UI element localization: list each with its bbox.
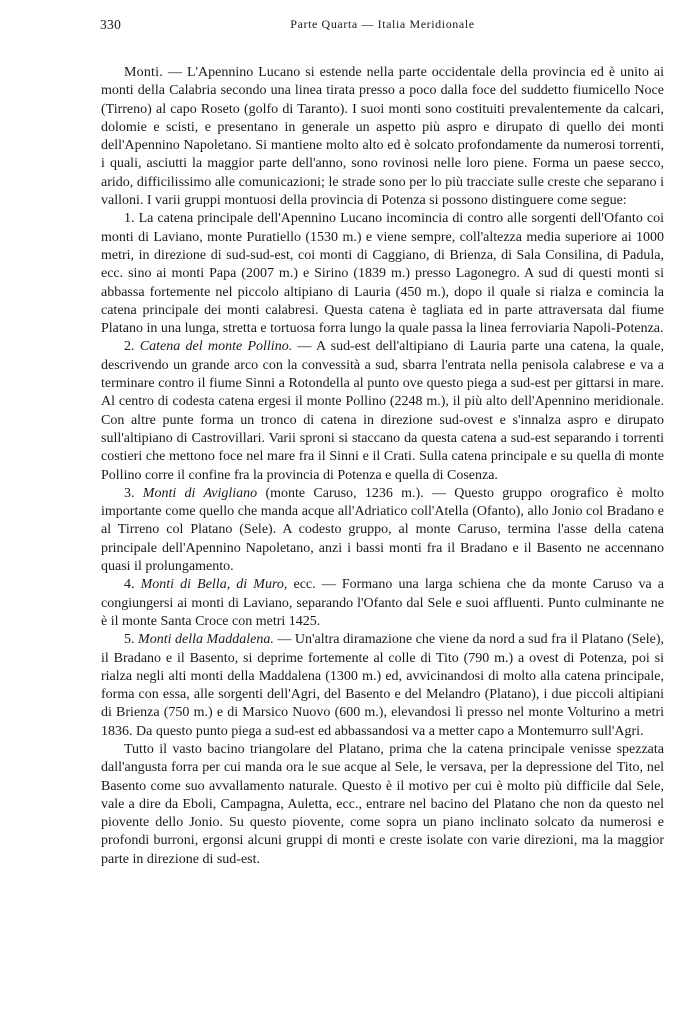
- paragraph-text: — A sud-est dell'altipiano di Lauria parte una catena, la quale, descrivendo un grande arco con la convessità a sud, sbarra l'entrata nella penisola calabrese e va a terminare contro il fiume Sinni a Rotondella al punto ove questo piega a sud-est per gittarsi in mare. Al centro di codesta catena ergesi il monte Pollino (2248 m.), il più alto dell'Apennino meridionale. Con altre punte forma un tronco di catena in direzione sud-ovest e s'innalza aspro e dirupato sull'altipiano di Castrovillari. Varii sproni si staccano da questa catena a sud-est separando i torrenti costieri che mettono foce nel mare fra il Sinni e il Crati. Sulla catena principale e su quella di monte Pollino corre il confine fra la provincia di Potenza e quella di Cosenza.: [101, 339, 665, 483]
- item-number: 2.: [124, 339, 135, 355]
- list-item-avigliano: [101, 485, 664, 576]
- paragraph-text: (monte Caruso, 1236 m.). — Questo gruppo orografico è molto importante come quello che manda acque all'Adriatico coll'Atella (Ofanto), allo Jonio col Bradano e al Tirreno col Platano (Sele). A codesto gruppo, al monte Caruso, termina l'asse della catena principale dell'Apennino Napoletano, anzi i bassi monti fra il Bradano e il Basento ne accennano quasi il prolungamento.: [101, 485, 664, 575]
- paragraph-monti: [101, 64, 664, 210]
- item-title: Monti della Maddalena.: [138, 632, 274, 648]
- paragraph-text: La catena principale dell'Apennino Lucano incomincia di contro alle sorgenti dell'Ofanto coi monti di Laviano, monte Puratiello (1530 m.) e viene sempre, coll'altezza media superiore ai 1000 metri, in direzione di sud-sud-est, coi monti di Caggiano, di Brienza, di Sala Consilina, di Padula, ecc. sino ai monti Papa (2007 m.) e Sirino (1839 m.) presso Lagonegro. A sud di questi monti si abbassa fortemente nel piccolo altipiano di Lauria (450 m.), dopo il quale si rialza e comincia la catena principale dei monti calabresi. Questa catena è tagliata ed in parte attraversata dal fiume Platano in una lunga, stretta e tortuosa forra lungo la quale passa la linea ferroviaria Napoli-Potenza.: [101, 211, 664, 337]
- list-item-pollino: [101, 338, 664, 484]
- paragraph-text: ecc. — Formano una larga schiena che da monte Caruso va a congiungersi ai monti di Laviano, separando l'Ofanto dal Sele e suoi affluenti. Punto culminante ne è il monte Santa Croce con metri 1425.: [101, 577, 664, 629]
- item-title: Monti di Bella, di Muro,: [140, 577, 288, 593]
- item-title: Monti di Avigliano: [142, 485, 258, 501]
- item-number: 5.: [124, 632, 135, 648]
- list-item-maddalena: [101, 631, 664, 741]
- running-title: Parte Quarta — Italia Meridionale: [290, 17, 475, 31]
- item-title: Catena del monte Pollino.: [139, 339, 293, 355]
- running-head: [100, 17, 665, 39]
- paragraph-platano: [101, 741, 664, 869]
- item-number: 1.: [124, 211, 135, 227]
- item-number: 4.: [124, 577, 135, 593]
- item-number: 3.: [124, 485, 135, 501]
- paragraph-text: — Un'altra diramazione che viene da nord a sud fra il Platano (Sele), il Bradano e il Basento, si deprime fortemente al colle di Tito (790 m.) a ovest di Potenza, poi si rialza negli alti monti della Maddalena (1300 m.) ed, avvicinandosi di molto alla catena principale, forma con essa, alle sorgenti dell'Agri, del Basento e del Melandro (Platano), i due piccoli altipiani di Brienza (750 m.) e di Marsico Nuovo (600 m.), elevandosi lì presso nel monte Volturino a metri 1836. Da questo punto piega a sud-est ed abbassandosi va a metter capo a Montemurro sull'Agri.: [101, 632, 665, 739]
- body-text: [101, 64, 664, 869]
- section-label: Monti.: [124, 65, 163, 80]
- list-item-catena-principale: [101, 210, 664, 338]
- page-number: 330: [100, 17, 122, 32]
- paragraph-text: — L'Apennino Lucano si estende nella parte occidentale della provincia ed è unito ai monti della Calabria secondo una linea tirata presso a poco dalla foce del suddetto fiumicello Noce (Tirreno) al capo Roseto (golfo di Taranto). I suoi monti sono costituiti prevalentemente da calcari, dolomie e scisti, e presentano in generale un aspetto più aspro e dirupato di quello dei monti dell'Apennino Napoletano. Si mantiene molto alto ed è solcato profondamente da numerosi torrenti, i quali, asciutti la maggior parte dell'anno, sono rovinosi nelle loro piene. Forma un paese secco, arido, difficilissimo alle comunicazioni; le strade sono per lo più tracciate sulle creste che separano i valloni. I varii gruppi montuosi della provincia di Potenza si possono distinguere come segue:: [101, 65, 664, 209]
- paragraph-text: Tutto il vasto bacino triangolare del Platano, prima che la catena principale venisse spezzata dall'angusta forra per cui manda ora le sue acque al Sele, le versava, per la depressione del Tito, nel Basento come suo avvallamento naturale. Questo è il motivo per cui è molto più difficile dal Sele, vale a dire da Eboli, Campagna, Auletta, ecc., entrare nel bacino del Platano che non da questo nel piovente dello Jonio. Su questo piovente, come sopra un piano inclinato solcato da numerosi e profondi burroni, ergonsi alcuni gruppi di monti e creste isolate con varie direzioni, ma la maggior parte in direzione di sud-est.: [101, 741, 664, 867]
- list-item-bella-muro: [101, 576, 664, 631]
